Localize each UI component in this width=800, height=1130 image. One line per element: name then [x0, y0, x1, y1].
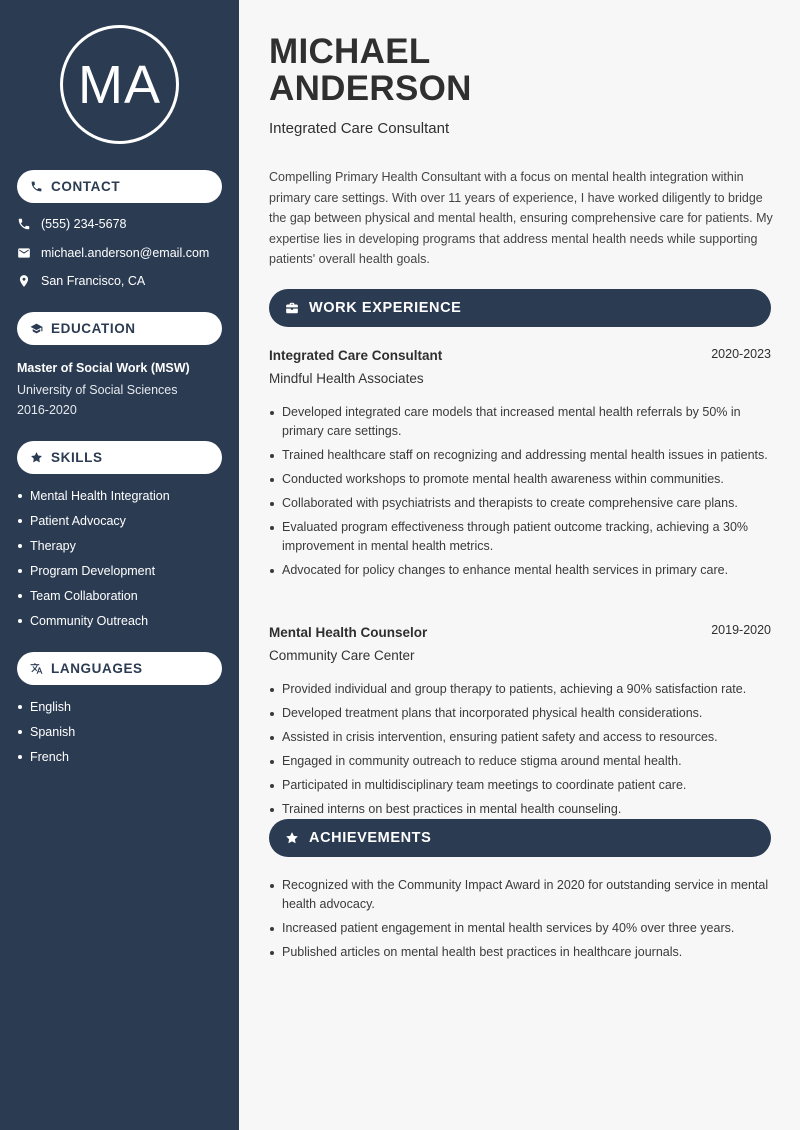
job-dates: 2019-2020	[711, 623, 771, 637]
contact-heading	[17, 170, 222, 203]
job-bullet: Conducted workshops to promote mental health awareness within communities.	[269, 470, 769, 489]
phone-icon	[30, 180, 43, 193]
achievement-item: Recognized with the Community Impact Award in 2020 for outstanding service in mental health advocacy.	[269, 876, 769, 914]
contact-email	[17, 246, 209, 260]
translate-icon	[30, 662, 43, 675]
achievements-heading-label: ACHIEVEMENTS	[309, 830, 432, 846]
briefcase-icon	[285, 301, 299, 315]
contact-heading-label: CONTACT	[51, 179, 121, 194]
location-text: San Francisco, CA	[41, 274, 146, 288]
phone-icon	[17, 217, 31, 231]
achievement-bullets	[269, 876, 769, 967]
last-name: ANDERSON	[269, 69, 472, 108]
job-bullet: Collaborated with psychiatrists and therapists to create comprehensive care plans.	[269, 494, 769, 513]
job-bullet: Evaluated program effectiveness through patient outcome tracking, achieving a 30% improvement in mental health metrics.	[269, 518, 769, 556]
star-icon	[30, 451, 43, 464]
skills-heading	[17, 441, 222, 474]
job-bullet: Trained healthcare staff on recognizing and addressing mental health issues in patients.	[269, 446, 769, 465]
job-bullet: Developed treatment plans that incorporated physical health considerations.	[269, 704, 769, 723]
languages-heading	[17, 652, 222, 685]
language-item: French	[17, 750, 75, 775]
email-text: michael.anderson@email.com	[41, 246, 210, 260]
job-bullet: Trained interns on best practices in mental health counseling.	[269, 800, 769, 819]
skills-heading-label: SKILLS	[51, 450, 103, 465]
education-school: University of Social Sciences	[17, 383, 178, 397]
job-bullet: Engaged in community outreach to reduce stigma around mental health.	[269, 752, 769, 771]
job-bullet: Assisted in crisis intervention, ensuring patient safety and access to resources.	[269, 728, 769, 747]
languages-heading-label: LANGUAGES	[51, 661, 143, 676]
achievements-heading	[269, 819, 771, 857]
education-degree: Master of Social Work (MSW)	[17, 361, 190, 375]
full-name	[269, 33, 472, 107]
star-icon	[285, 831, 299, 845]
job-dates: 2020-2023	[711, 347, 771, 361]
job-company: Community Care Center	[269, 648, 415, 663]
map-pin-icon	[17, 274, 31, 288]
monogram-avatar: MA	[60, 25, 179, 144]
job-bullet: Participated in multidisciplinary team meetings to coordinate patient care.	[269, 776, 769, 795]
job-bullets	[269, 403, 769, 585]
skills-list	[17, 489, 170, 639]
contact-phone	[17, 217, 126, 231]
education-years: 2016-2020	[17, 403, 77, 417]
job-company: Mindful Health Associates	[269, 371, 424, 386]
envelope-icon	[17, 246, 31, 260]
skill-item: Team Collaboration	[17, 589, 170, 614]
achievement-item: Increased patient engagement in mental health services by 40% over three years.	[269, 919, 769, 938]
graduation-cap-icon	[30, 322, 43, 335]
skill-item: Mental Health Integration	[17, 489, 170, 514]
skill-item: Community Outreach	[17, 614, 170, 639]
job-role: Integrated Care Consultant	[269, 348, 443, 363]
language-item: English	[17, 700, 75, 725]
job-bullet: Advocated for policy changes to enhance mental health services in primary care.	[269, 561, 769, 580]
work-experience-heading	[269, 289, 771, 327]
job-bullet: Developed integrated care models that increased mental health referrals by 50% in primary care settings.	[269, 403, 769, 441]
job-bullets	[269, 680, 769, 824]
job-role: Mental Health Counselor	[269, 625, 428, 640]
language-item: Spanish	[17, 725, 75, 750]
education-heading	[17, 312, 222, 345]
contact-location	[17, 274, 145, 288]
first-name: MICHAEL	[269, 32, 431, 71]
job-bullet: Provided individual and group therapy to patients, achieving a 90% satisfaction rate.	[269, 680, 769, 699]
phone-text: (555) 234-5678	[41, 217, 127, 231]
main-content	[239, 0, 800, 1130]
education-heading-label: EDUCATION	[51, 321, 136, 336]
profile-summary: Compelling Primary Health Consultant with a focus on mental health integration within primary care settings. With over 11 years of experience, I have worked diligently to bridge the gap between physical and mental health, ensuring comprehensive care for patients. My expertise lies in developing programs that address mental health needs while supporting patients' overall health goals.	[269, 170, 773, 266]
languages-list	[17, 700, 75, 775]
skill-item: Therapy	[17, 539, 170, 564]
work-experience-heading-label: WORK EXPERIENCE	[309, 300, 462, 316]
achievement-item: Published articles on mental health best practices in healthcare journals.	[269, 943, 769, 962]
skill-item: Patient Advocacy	[17, 514, 170, 539]
skill-item: Program Development	[17, 564, 170, 589]
sidebar	[0, 0, 239, 1130]
job-title: Integrated Care Consultant	[269, 120, 450, 137]
